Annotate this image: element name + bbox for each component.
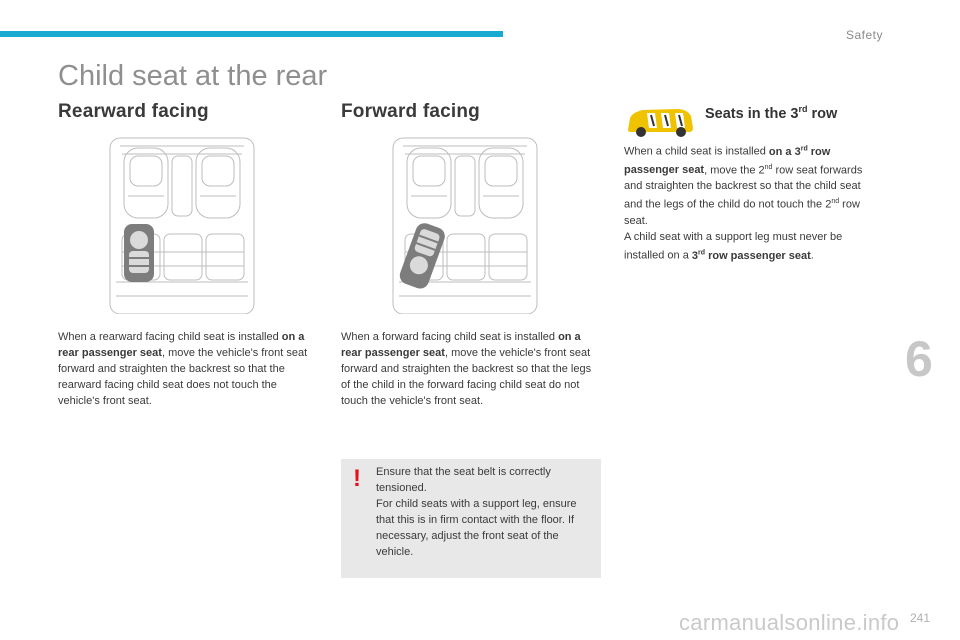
third-row-text: [624, 141, 876, 264]
warning-text: Ensure that the seat belt is correctly tensioned. For child seats with a support leg, ensure that this is in firm contact with the floor. If necessary, adjust the front seat of the vehicle.: [376, 466, 577, 558]
third-row-heading: Seats in the 3rd row: [705, 104, 838, 122]
warning-icon: !: [353, 465, 361, 492]
watermark: carmanualsonline.info: [679, 610, 900, 635]
rearward-text: When a rearward facing child seat is installed on a rear passenger seat, move the vehicle's front seat forward and straighten the backrest so that the rearward facing child seat does not touch the vehicle's front seat.: [58, 331, 308, 407]
forward-heading: Forward facing: [341, 101, 480, 122]
rearward-heading: Rearward facing: [58, 101, 209, 122]
section-label: Safety: [846, 28, 884, 42]
forward-seat-illustration: [385, 136, 545, 314]
third-row-paragraph-2: A child seat with a support leg must never be installed on a 3rd row passenger seat.: [624, 230, 843, 262]
page-title: Child seat at the rear: [58, 60, 328, 92]
warning-box: [341, 459, 601, 578]
header-accent-bar: [0, 31, 503, 37]
page-number: 241: [910, 611, 931, 625]
forward-text: When a forward facing child seat is installed on a rear passenger seat, move the vehicle's front seat forward and straighten the backrest so that the legs of the child in the forward facing child seat do not touch the vehicle's front seat.: [341, 331, 592, 407]
rearward-seat-illustration: [102, 136, 262, 314]
third-row-paragraph-1: When a child seat is installed on a 3rd row passenger seat, move the 2nd row seat forwards and straighten the backrest so that the child seat and the legs of the child do not touch the 2nd row seat.: [624, 145, 863, 227]
chapter-number: 6: [905, 331, 933, 387]
car-third-row-icon: [625, 104, 695, 138]
